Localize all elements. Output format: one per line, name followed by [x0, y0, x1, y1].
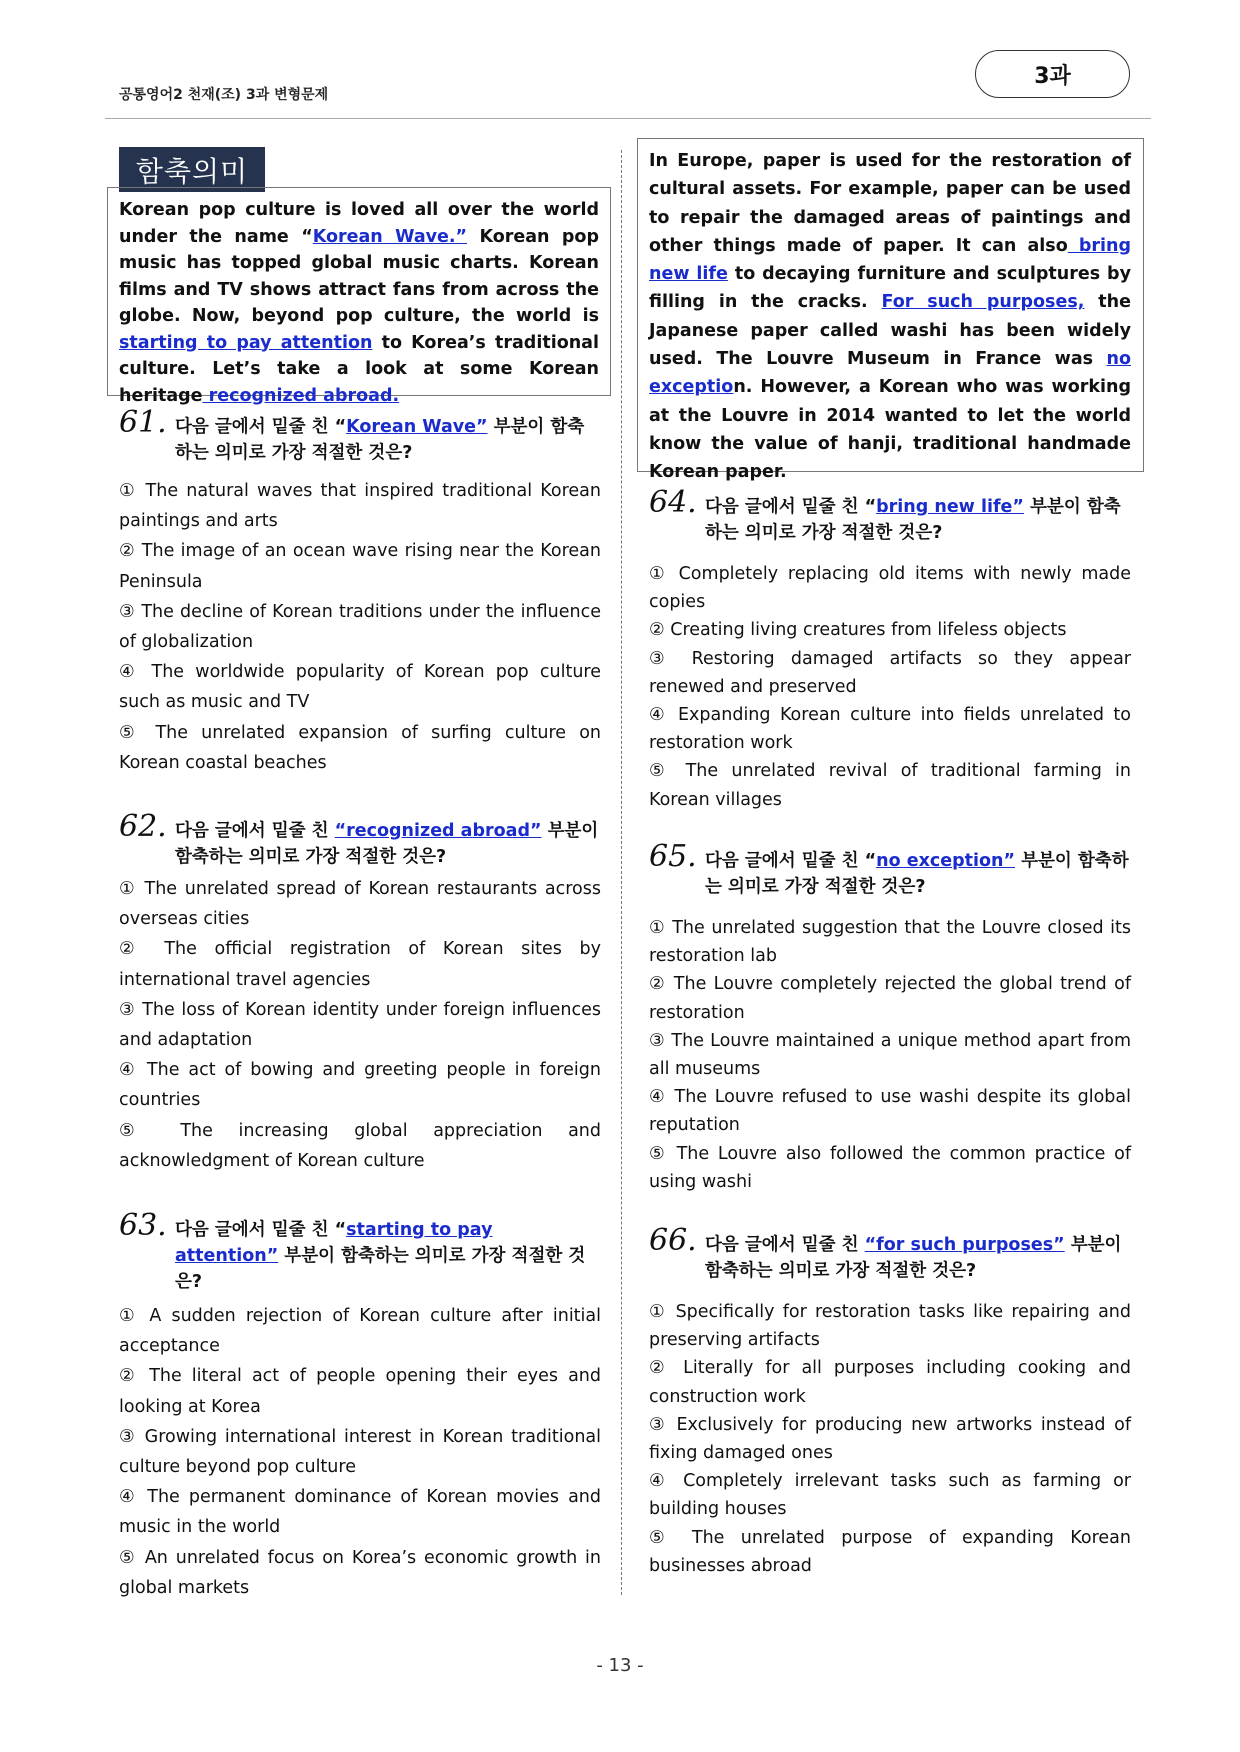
option-item[interactable]: ⑤ The unrelated revival of traditional farming in Korean villages: [649, 761, 1131, 810]
question-prompt: 부분이 함축하는 의미로 가장 적절한 것은?: [175, 821, 599, 867]
option-item[interactable]: ② The official registration of Korean sites by international travel agencies: [119, 939, 601, 990]
question-number: 62.: [119, 809, 167, 844]
question-62: [119, 809, 601, 1176]
passage-text: Korean pop music has topped global music charts. Korean films and TV shows attract fans from across the globe. Now, beyond pop culture, the world is: [119, 226, 599, 326]
question-prompt: 다음 글에서 밑줄 친: [175, 821, 335, 841]
question-prompt: 다음 글에서 밑줄 친: [705, 1235, 865, 1255]
option-item[interactable]: ② The Louvre completely rejected the global trend of restoration: [649, 974, 1131, 1023]
underlined-phrase: recognized abroad.: [202, 385, 400, 406]
option-item[interactable]: ① A sudden rejection of Korean culture after initial acceptance: [119, 1306, 601, 1357]
question-number: 64.: [649, 485, 697, 520]
option-item[interactable]: ① Specifically for restoration tasks like repairing and preserving artifacts: [649, 1302, 1131, 1351]
option-item[interactable]: ② The image of an ocean wave rising near the Korean Peninsula: [119, 541, 601, 592]
question-header: [649, 1223, 1131, 1284]
option-item[interactable]: ② Creating living creatures from lifeless objects: [649, 620, 1067, 641]
question-prompt: 부분이 함축하는 의미로 가장 적절한 것은?: [705, 497, 1121, 543]
option-item[interactable]: ④ The permanent dominance of Korean movies and music in the world: [119, 1487, 601, 1538]
question-prompt: 부분이 함축하는 의미로 가장 적절한 것은?: [705, 851, 1129, 897]
question-number: 65.: [649, 839, 697, 874]
option-item[interactable]: ③ The decline of Korean traditions under the influence of globalization: [119, 601, 601, 653]
question-number: 66.: [649, 1223, 697, 1258]
question-phrase: bring new life”: [876, 497, 1024, 517]
passage-text: to Korea’s traditional culture. Let’s take a look at some Korean heritage: [119, 332, 599, 406]
underlined-phrase: bring new life: [649, 235, 1132, 285]
question-64: [649, 485, 1131, 814]
option-item[interactable]: ④ Expanding Korean culture into fields unrelated to restoration work: [649, 705, 1131, 754]
option-item[interactable]: ④ The act of bowing and greeting people in foreign countries: [119, 1060, 601, 1111]
question-header: [119, 405, 601, 466]
option-item[interactable]: ④ The worldwide popularity of Korean pop culture such as music and TV: [119, 662, 601, 713]
question-phrase: “for such purposes”: [864, 1235, 1065, 1255]
passage-left: [107, 187, 611, 406]
underlined-phrase: Korean Wave.”: [312, 226, 468, 247]
question-prompt: 부분이 함축하는 의미로 가장 적절한 것은?: [175, 417, 585, 463]
question-66: [649, 1223, 1131, 1580]
question-phrase: Korean Wave”: [346, 417, 488, 437]
option-item[interactable]: ③ Restoring damaged artifacts so they appear renewed and preserved: [649, 648, 1131, 697]
option-item[interactable]: ② The literal act of people opening their eyes and looking at Korea: [119, 1366, 601, 1417]
chapter-badge: 3과: [975, 50, 1130, 98]
passage-text: the Japanese paper called washi has been widely used. The Louvre Museum in France was: [649, 292, 1131, 370]
option-item[interactable]: ③ The loss of Korean identity under foreign influences and adaptation: [119, 999, 601, 1051]
option-item[interactable]: ⑤ The Louvre also followed the common practice of using washi: [649, 1143, 1131, 1192]
column-divider: [621, 150, 622, 1595]
question-number: 61.: [119, 405, 167, 440]
question-61: [119, 405, 601, 778]
question-header: [649, 485, 1131, 546]
question-prompt: 다음 글에서 밑줄 친 “: [175, 417, 347, 437]
option-item[interactable]: ⑤ The increasing global appreciation and acknowledgment of Korean culture: [119, 1120, 601, 1171]
section-title: 함축의미: [119, 147, 265, 192]
option-item[interactable]: ④ The Louvre refused to use washi despite its global reputation: [649, 1087, 1131, 1136]
passage-text: In Europe, paper is used for the restoration of cultural assets. For example, paper can be used to repair the damaged areas of paintings and other things made of paper. It can also: [649, 151, 1131, 256]
option-item[interactable]: ③ The Louvre maintained a unique method apart from all museums: [649, 1030, 1131, 1080]
option-item[interactable]: ① The natural waves that inspired traditional Korean paintings and arts: [119, 481, 601, 532]
option-list: [119, 476, 601, 778]
option-item[interactable]: ⑤ An unrelated focus on Korea’s economic growth in global markets: [119, 1547, 601, 1598]
underlined-phrase: For such purposes,: [881, 292, 1085, 313]
question-header: [649, 839, 1131, 900]
option-item[interactable]: ③ Exclusively for producing new artworks instead of fixing damaged ones: [649, 1414, 1131, 1464]
option-item[interactable]: ⑤ The unrelated purpose of expanding Korean businesses abroad: [649, 1527, 1131, 1576]
question-number: 63.: [119, 1208, 167, 1243]
question-65: [649, 839, 1131, 1196]
option-list: [119, 874, 601, 1176]
option-item[interactable]: ④ Completely irrelevant tasks such as farming or building houses: [649, 1471, 1131, 1520]
question-header: [119, 809, 601, 870]
option-item[interactable]: ① The unrelated spread of Korean restaurants across overseas cities: [119, 879, 601, 930]
underlined-phrase: no exceptio: [649, 349, 1131, 398]
page-header-title: 공통영어2 천재(조) 3과 변형문제: [119, 87, 329, 103]
question-prompt: 부분이 함축하는 의미로 가장 적절한 것은?: [705, 1235, 1122, 1281]
option-list: [649, 1298, 1131, 1580]
passage-right: [637, 138, 1144, 483]
passage-text: n. However, a Korean who was working at the Louvre in 2014 wanted to let the world know the value of hanji, traditional handmade Korean paper.: [649, 377, 1131, 483]
option-list: [649, 560, 1131, 814]
question-prompt: 부분이 함축하는 의미로 가장 적절한 것은?: [175, 1246, 586, 1292]
question-prompt: 다음 글에서 밑줄 친 “: [705, 497, 877, 517]
question-prompt: 다음 글에서 밑줄 친 “: [175, 1220, 347, 1240]
option-item[interactable]: ⑤ The unrelated expansion of surfing culture on Korean coastal beaches: [119, 722, 601, 773]
option-item[interactable]: ① The unrelated suggestion that the Louvre closed its restoration lab: [649, 918, 1131, 967]
option-list: [649, 914, 1131, 1196]
option-item[interactable]: ② Literally for all purposes including cooking and construction work: [649, 1358, 1131, 1407]
question-63: [119, 1208, 601, 1603]
question-phrase: no exception”: [876, 851, 1015, 871]
question-phrase: starting to pay attention”: [175, 1220, 493, 1266]
page-number: - 13 -: [596, 1655, 644, 1676]
question-phrase: “recognized abroad”: [334, 821, 542, 841]
underlined-phrase: starting to pay attention: [119, 332, 373, 353]
passage-text: Korean pop culture is loved all over the world under the name “: [119, 200, 599, 247]
option-list: [119, 1301, 601, 1603]
question-header: [119, 1208, 601, 1295]
header-divider: [105, 118, 1151, 119]
option-item[interactable]: ① Completely replacing old items with newly made copies: [649, 564, 1131, 613]
passage-text: to decaying furniture and sculptures by filling in the cracks.: [649, 264, 1131, 313]
option-item[interactable]: ③ Growing international interest in Korean traditional culture beyond pop culture: [119, 1426, 601, 1478]
question-prompt: 다음 글에서 밑줄 친 “: [705, 851, 877, 871]
